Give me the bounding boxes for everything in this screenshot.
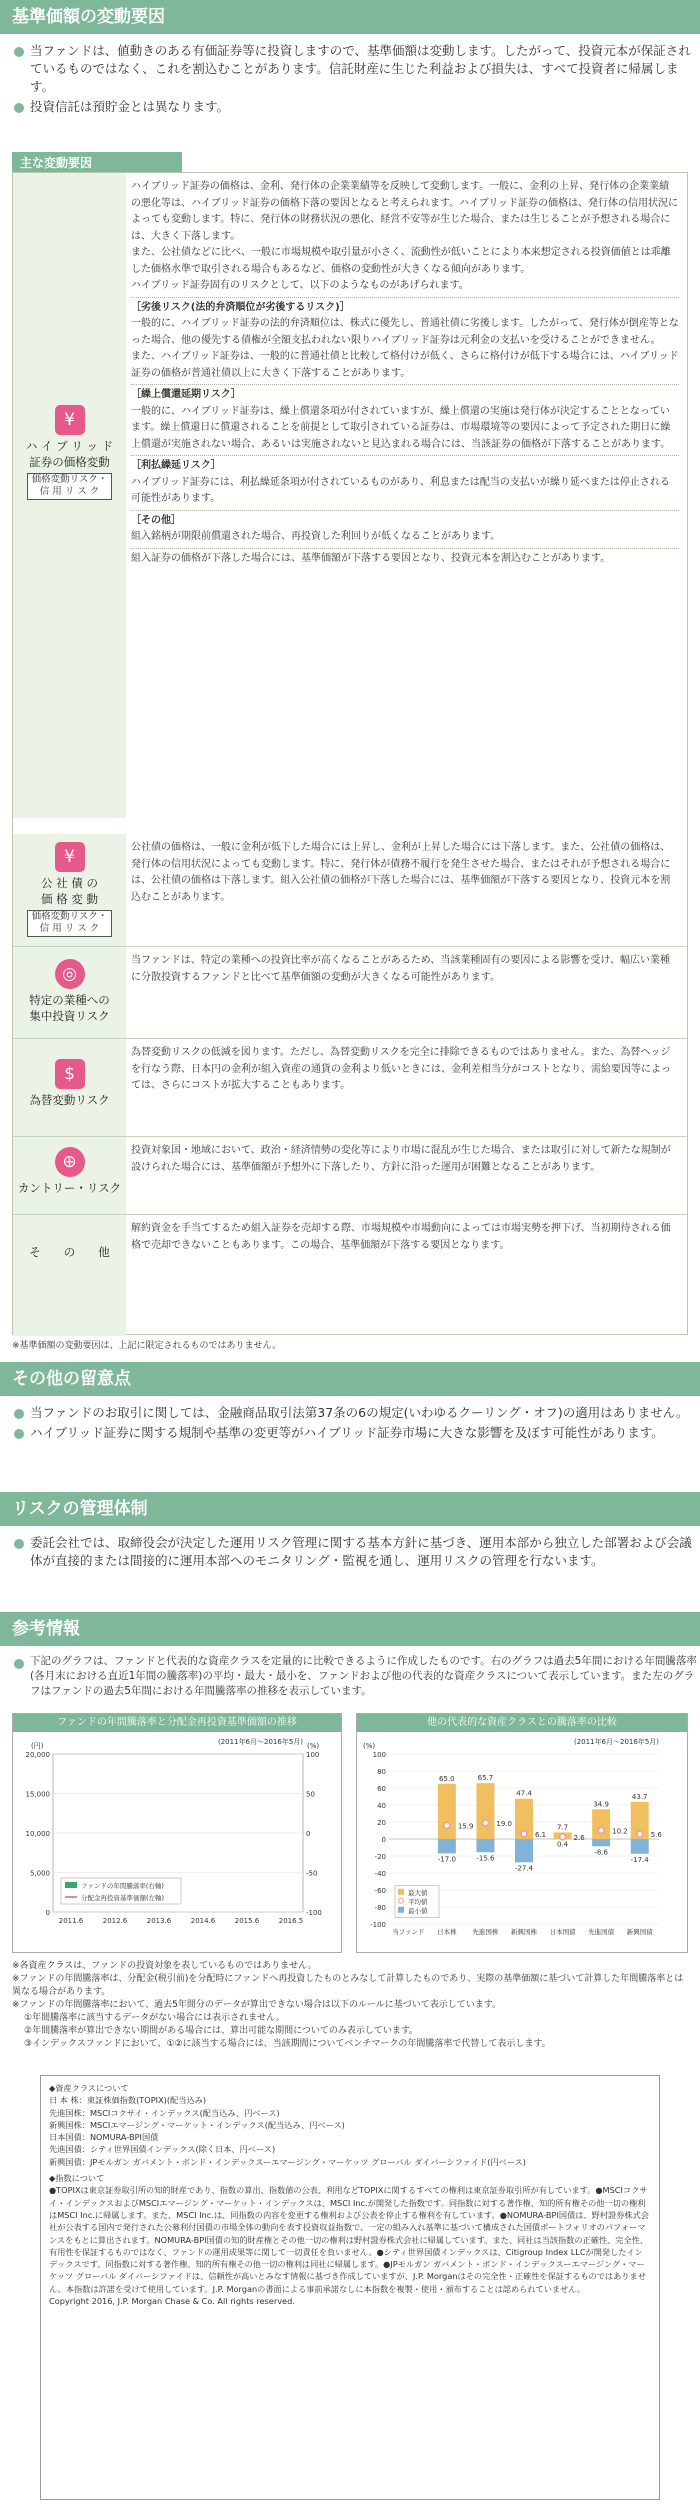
note-line: ①年間騰落率に該当するデータがない場合には表示されません。 [24,2013,285,2024]
bullet-text: 当ファンドのお取引に関しては、金融商品取引法第37条の6の規定(いわゆるクーリング・オフ)の適用はありません。 [0,1404,700,1422]
legend-swatch [398,1889,404,1895]
risk-subheading: ［その他］ [131,514,181,526]
data-label-max: 65.7 [477,1774,494,1783]
data-label-max: 47.4 [516,1789,532,1798]
y-tick-right: 100 [306,1751,320,1759]
risk-paragraph: また、ハイブリッド証券は、一般的に普通社債と比較して格付けが低く、さらに格付けが低下する場合には、ハイブリッド証券の価格が普通社債以上に大きく下落することがあります。 [131,351,679,379]
hybrid-icon: ¥ [55,405,85,435]
chart-period: (2011年6月～2016年5月) [218,1738,303,1746]
avg-marker [560,1834,566,1840]
asset-class-row: 新興国株：MSCIエマージング・マーケット・インデックス(配当込み、円ベース) [49,2119,345,2130]
risk-paragraph: ハイブリッド証券の価格は、金利、発行体の企業業績等を反映して変動します。一般に、金利の上昇、発行体の企業業績の悪化等は、ハイブリッド証券の価格下落の要因となると考えられます。ハイブリッド証券の価格は、発行体の信用状況によっても変動します。特に、発行体の財務状況の悪化、経営不安等が生じた場合、または生じることが予想される場合には、大きく下落します。 [131,181,678,242]
sector-icon: ◎ [55,959,85,989]
risk-paragraph: 組入銘柄が期限前償還された場合、再投資した利回りが低くなることがあります。 [131,531,501,542]
data-label-min: -17.4 [630,1855,649,1864]
risk-row-bond [13,828,687,946]
data-label-avg: 6.1 [535,1830,547,1839]
y-tick-right: 0 [306,1830,311,1838]
data-label-avg: 10.2 [612,1827,628,1836]
y-tick: 80 [377,1768,386,1776]
risk-row-country [13,1136,687,1214]
risk-desc: 当ファンドは、特定の業種への投資比率が高くなることがあるため、当該業種固有の要因による影響を受け、幅広い業種に分散投資するファンドと比べて基準価額の変動が大きくなる可能性があります。 [131,955,670,983]
risk-desc: 公社債の価格は、一般に金利が低下した場合には上昇し、金利が上昇した場合には下落します。また、公社債の価格は、発行体の信用状況によっても変動します。特に、発行体が債務不履行を発生させた場合、またはそれが予想される場合には、公社債の価格は下落します。組入公社債の価格が下落した場合には、基準価額が下落する要因となり、投資元本を割込むことがあります。 [131,842,671,903]
index-info-box [40,2075,660,2500]
axis-unit: (円) [31,1742,44,1750]
risk-paragraph: また、公社債などに比べ、一般に市場規模や取引量が小さく、流動性が低いことにより本来想定される投資価値とは乖離した価格水準で取引される場合もあるなど、価格の変動性が大きくなる傾向があります。 [131,247,671,275]
avg-marker [637,1831,643,1837]
risk-row-sector [13,946,687,1038]
y-tick: 0 [381,1836,386,1844]
section-title: 基準価額の変動要因 [0,0,700,34]
risk-label-cell [13,1137,126,1214]
section-price-factors [0,0,700,170]
y-tick-left: 15,000 [25,1790,50,1799]
risk-subheading: ［利払繰延リスク］ [131,460,221,471]
risk-paragraph: 一般的に、ハイブリッド証券の法的弁済順位は、株式に優先し、普通社債に劣後します。したがって、発行体が倒産等となった場合、他の優先する債権が全額支払われない限りハイブリッド証券は元利金の支払いを受けることができません。 [131,318,679,346]
legend-label: 平均値 [408,1897,428,1906]
data-label-avg: 2.6 [573,1833,585,1842]
legend-label: 最小値 [408,1906,428,1915]
data-label-max: 34.9 [593,1800,609,1809]
y-tick: -60 [374,1887,386,1895]
bar-min [631,1839,649,1854]
data-label-min: -17.0 [437,1855,456,1864]
x-tick: 2012.6 [102,1917,128,1925]
risk-label-cell [13,173,126,818]
risk-label: 公 社 債 の [41,876,98,890]
x-tick: 2016.5 [278,1917,304,1925]
risk-desc: 為替変動リスクの低減を図ります。ただし、為替変動リスクを完全に排除できるものではありません。また、為替ヘッジを行なう際、日本円の金利が組入資産の通貨の金利より低いときには、金利差相当分がコストとなり、需給要因等によっては、さらにコストが拡大することもあります。 [131,1047,671,1091]
asset-class-row: 日本国債：NOMURA-BPI国債 [49,2132,159,2143]
index-disclaimer: ●TOPIXは東京証券取引所の知的財産であり、指数の算出、指数値の公表、利用などTOPIXに関するすべての権利は東京証券取引所が有しています。●MSCIコクサイ・インデックスおよびMSCIエマージング・マーケット・インデックスは、MSCI Inc.が開発した指数です。同指数に対する著作権、知的所有権その他一切の権利はMSCI Inc.に帰属します。また、MSCI Inc.は、同指数の内容を変更する権利および公表を停止する権利を有しています。●NOMURA-BPI国債は、野村證券株式会社が公表する国内で発行された公募利付国債の市場全体の動向を表す投資収益指数で、一定の組み入れ基準に基づいて構成された国債ポートフォリオのパフォーマンスをもとに算出されます。NOMURA-BPI国債の知的財産権とその他一切の権利は野村證券株式会社に帰属しています。また、同社は当該指数の正確性、完全性、有用性を保証するものではなく、ファンドの運用成果等に関して一切責任を負いません。●シティ世界国債インデックスは、Citigroup Index LLCが開発したインデックスです。同指数に対する著作権、知的所有権その他一切の権利は同社に帰属します。●JPモルガン ガバメント・ボンド・インデックスーエマージング・マーケッツ グローバル ダイバーシファイドは、信頼性が高いとみなす情報に基づき作成していますが、J.P. Morganはその完全性・正確性を保証するものではありません。本指数は許諾を受けて使用しています。J.P. Morganの書面による事前承諾なしに本指数を複製・使用・頒布することは認められていません。 [49,2185,649,2294]
asset-class-row: 新興国債：JPモルガン ガバメント・ボンド・インデックスーエマージング・マーケッツ グローバル ダイバーシファイド(円ベース) [49,2156,526,2167]
legend-label: 最大値 [408,1888,428,1897]
legend-swatch [399,1898,404,1903]
chart-title: ファンドの年間騰落率と分配金再投資基準価額の推移 [13,1714,341,1732]
avg-marker [444,1822,450,1828]
data-label-max: 65.0 [439,1774,455,1783]
risk-label-cell [13,834,126,946]
section-reference [0,1612,700,1700]
section-other-notes [0,1362,700,1442]
risk-paragraph: 一般的に、ハイブリッド証券は、繰上償還条項が付されていますが、繰上償還の実施は発行体が決定することとなっています。繰上償還日に償還されることを前提として取引されている証券は、市場環境等の要因によって予定された期日に繰上償還が実施されない場合、あるいは実施されないと見込まれる場合には、当該証券の価格が下落することがあります。 [131,405,671,450]
country-icon: ⊕ [55,1147,85,1177]
section-risk-management [0,1492,700,1570]
note-line: ※ファンドの年間騰落率は、分配金(税引前)を分配時にファンドへ再投資したものとみなして計算したものであり、実際の基準価額に基づいて計算した年間騰落率とは異なる場合があります。 [12,1974,684,1998]
avg-marker [482,1820,488,1826]
bullet-text: ハイブリッド証券に関する規制や基準の変更等がハイブリッド証券市場に大きな影響を及ぼす可能性があります。 [0,1424,700,1442]
bar-max [438,1784,456,1839]
x-tick: 先進国債 [588,1928,615,1936]
risk-desc: 解約資金を手当てするため組入証券を売却する際、市場規模や市場動向によっては市場実勢を押下げ、当初期待される価格で売却できないこともあります。この場合、基準価額が下落する要因となります。 [131,1223,671,1251]
note-line: ③インデックスファンドにおいて、①②に該当する場合には、当該期間についてベンチマークの年間騰落率で代替して表示します。 [24,2039,551,2050]
legend-swatch [398,1907,404,1913]
risk-footnote: ※基準価額の変動要因は、上記に限定されるものではありません。 [12,1341,282,1351]
risk-paragraph: ハイブリッド証券固有のリスクとして、以下のようなものがあげられます。 [131,280,469,291]
risk-desc: 投資対象国・地域において、政治・経済情勢の変化等により市場に混乱が生じた場合、または取引に対して新たな規制が設けられた場合には、基準価額が予想外に下落したり、方針に沿った運用が困難となることがあります。 [131,1145,671,1173]
x-tick: 先進国株 [472,1928,499,1936]
x-tick: 新興国債 [626,1928,653,1936]
index-heading: ◆資産クラスについて [49,2083,129,2093]
risk-label-cell [13,947,126,1038]
risk-label: 特定の業種への [29,993,110,1007]
risk-table [12,172,688,1335]
copyright: Copyright 2016, J.P. Morgan Chase & Co. All rights reserved. [49,2296,295,2307]
chart-period: (2011年6月～2016年5月) [574,1738,659,1746]
bullet-text: 委託会社では、取締役会が決定した運用リスク管理に関する基本方針に基づき、運用本部から独立した部署および会議体が直接的または間接的に運用本部へのモニタリング・監視を通し、運用リスクの管理を行ないます。 [0,1534,700,1570]
data-label-min: -15.6 [476,1854,495,1863]
y-tick-left: 0 [45,1909,50,1917]
y-tick-right: -50 [306,1869,318,1878]
risk-label: 為替変動リスク [29,1093,110,1107]
note-line: ※ファンドの年間騰落率において、過去5年間分のデータが算出できない場合は以下のルールに基づいて表示しています。 [12,2000,502,2011]
fund-return-chart [13,1732,343,1952]
x-tick: 2015.6 [234,1917,260,1925]
risk-label: 集中投資リスク [29,1008,110,1023]
y-tick: -20 [374,1853,386,1861]
y-tick: 40 [377,1802,386,1810]
currency-icon: $ [55,1059,85,1089]
x-tick: 日本株 [437,1928,457,1936]
x-tick: 2014.6 [190,1917,216,1925]
reference-intro: 下記のグラフは、ファンドと代表的な資産クラスを定量的に比較できるように作成したものです。右のグラフは過去5年間における年間騰落率(各月末における直近1年間の騰落率)の平均・最大・最小を、ファンドおよび他の代表的な資産クラスについて表示しています。また左のグラフはファンドの過去5年間における年間騰落率の推移を表示しています。 [0,1654,700,1700]
asset-class-row: 先進国株：MSCIコクサイ・インデックス(配当込み、円ベース) [49,2107,280,2118]
bar-max [592,1809,610,1839]
risk-label: ハ イ ブ リ ッ ド [25,439,114,453]
risk-label: そ の 他 [29,1245,110,1259]
risk-subheading: ［劣後リスク(法的弁済順位が劣後するリスク)］ [131,301,350,313]
bar-min [476,1839,494,1852]
bar-min [515,1839,533,1862]
risk-label: 証券の価格変動 [29,454,110,469]
note-line: ②年間騰落率が算出できない期間がある場合には、算出可能な期間についてのみ表示しています。 [24,2026,419,2037]
x-tick: 2013.6 [146,1917,172,1925]
asset-class-row: 日 本 株：東証株価指数(TOPIX)(配当込み) [49,2095,207,2106]
bar-min [438,1839,456,1853]
risk-desc [131,173,679,818]
data-label-min: -27.4 [514,1864,534,1873]
data-label-min: 0.4 [557,1840,569,1849]
asset-class-list [49,2094,651,2168]
chart-title: 他の代表的な資産クラスとの騰落率の比較 [357,1714,687,1732]
chart-panel-assets [356,1713,688,1953]
risk-row-currency [13,1038,687,1136]
data-label-min: -8.6 [594,1848,608,1857]
x-tick: 2011.6 [58,1917,84,1925]
asset-comparison-chart [357,1732,689,1952]
axis-unit: (%) [307,1742,320,1750]
note-line: ※各資産クラスは、ファンドの投資対象を表しているものではありません。 [12,1961,317,1971]
x-tick: 当ファンド [392,1928,425,1936]
risk-row-other [13,1214,687,1336]
y-tick-left: 20,000 [25,1751,50,1759]
risk-label-cell [13,1039,126,1136]
risk-label: カントリー・リスク [17,1181,122,1195]
data-label-avg: 19.0 [496,1819,513,1828]
y-tick: -80 [374,1904,386,1912]
data-label-avg: 15.9 [457,1822,474,1831]
risk-paragraph: 組入証券の価格が下落した場合には、基準価額が下落する要因となり、投資元本を割込むことがあります。 [131,552,611,564]
data-label-avg: 5.6 [650,1831,662,1840]
asset-class-row: 先進国債：シティ世界国債インデックス(除く日本、円ベース) [49,2144,276,2155]
risk-label: 価 格 変 動 [41,891,98,906]
risk-sub-label: 価格変動リスク・ 信 用 リ ス ク [27,910,113,937]
y-tick: -40 [374,1870,386,1878]
section-title: その他の留意点 [0,1362,700,1396]
risk-paragraph: ハイブリッド証券には、利払繰延条項が付されているものがあり、利息または配当の支払いが繰り延べまたは停止される可能性があります。 [131,476,670,504]
y-tick-left: 10,000 [25,1830,50,1838]
bar-max [476,1783,494,1839]
y-tick: -100 [370,1921,386,1929]
y-tick: 20 [377,1819,386,1827]
legend-label: ファンドの年間騰落率(右軸) [81,1882,164,1890]
y-tick: 100 [372,1751,386,1759]
x-tick: 日本国債 [549,1928,576,1936]
x-tick: 新興国株 [511,1928,537,1936]
risk-row-hybrid [13,173,687,818]
y-tick-right: -100 [306,1909,322,1917]
data-label-max: 7.7 [557,1823,569,1832]
index-heading: ◆指数について [49,2173,105,2184]
legend-label: 分配金再投資基準価額(左軸) [81,1894,165,1902]
avg-marker [598,1827,604,1833]
bullet-text: 投資信託は預貯金とは異なります。 [0,98,700,116]
risk-label-cell [13,1215,126,1336]
bond-icon: ¥ [55,842,85,872]
axis-unit: (%) [363,1742,376,1750]
data-label-max: 43.7 [631,1792,648,1801]
y-tick: 60 [377,1785,386,1793]
legend-swatch [65,1882,77,1888]
bullet-text: 当ファンドは、値動きのある有価証券等に投資しますので、基準価額は変動します。したがって、投資元本が保証されているものではなく、これを割込むことがあります。信託財産に生じた利益および損失は、すべて投資者に帰属します。 [0,42,700,96]
bar-min [592,1839,610,1846]
y-tick-left: 5,000 [29,1869,50,1878]
subhead-main-factors: 主な変動要因 [12,152,182,175]
avg-marker [521,1831,527,1837]
section-title: 参考情報 [0,1612,700,1646]
reference-notes [12,1960,688,2051]
section-title: リスクの管理体制 [0,1492,700,1526]
risk-subheading: ［繰上償還延期リスク］ [131,389,241,400]
chart-panel-fund [12,1713,342,1953]
y-tick-right: 50 [306,1790,315,1799]
risk-sub-label: 価格変動リスク・ 信 用 リ ス ク [27,473,113,500]
